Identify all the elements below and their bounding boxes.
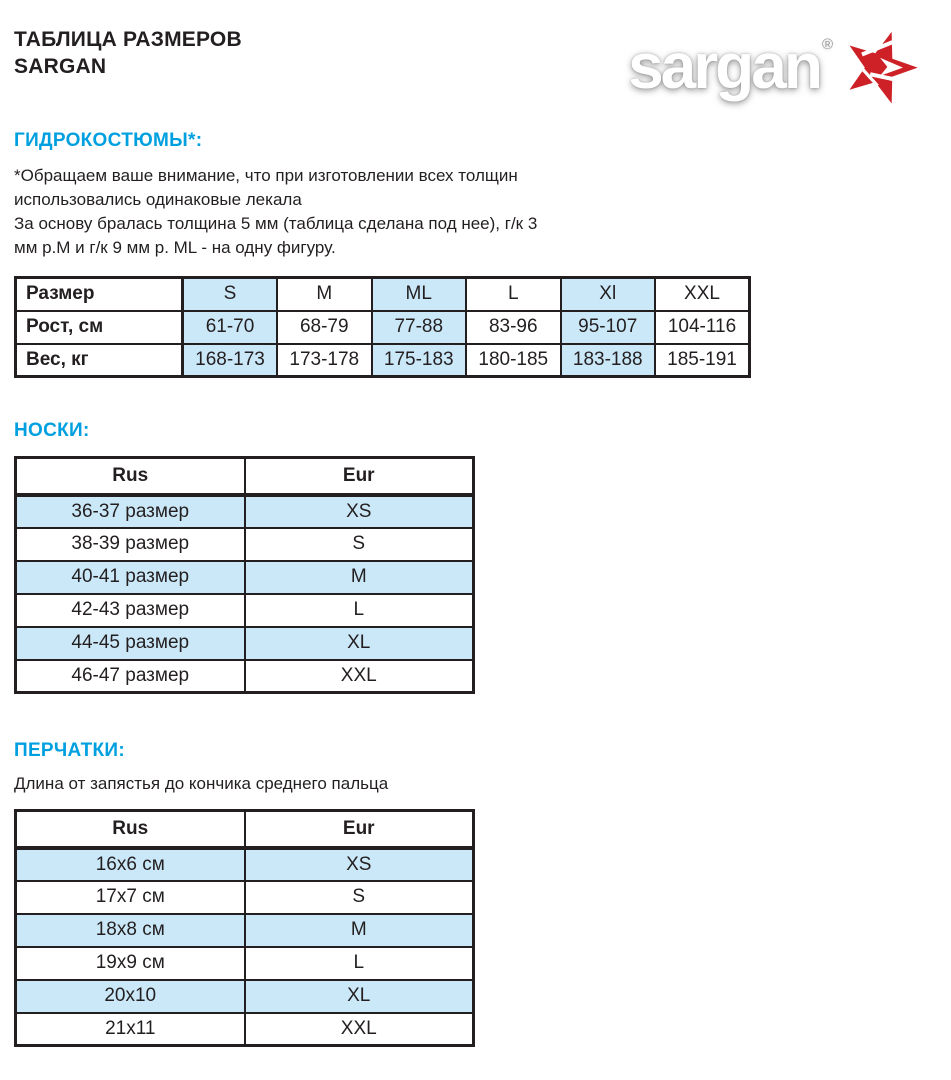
eur-size-cell: M <box>245 914 474 947</box>
wetsuits-note-line3: За основу бралась толщина 5 мм (таблица сделана под нее), г/к 3 <box>14 214 538 233</box>
eur-size-cell: XXL <box>245 1013 474 1046</box>
wetsuits-note-line1: *Обращаем ваше внимание, что при изготовлении всех толщин <box>14 166 518 185</box>
eur-size-cell: XS <box>245 495 474 528</box>
gloves-header-row <box>16 811 474 848</box>
socks-row <box>16 495 474 528</box>
column-header-rus: Rus <box>16 458 245 495</box>
socks-size-table <box>14 456 475 694</box>
height-value-cell: 68-79 <box>277 311 372 344</box>
gloves-row <box>16 1013 474 1046</box>
eur-size-cell: XS <box>245 848 474 881</box>
socks-row <box>16 660 474 693</box>
gloves-measure-note: Длина от запястья до кончика среднего пальца <box>14 774 389 793</box>
rus-size-cell: 18х8 см <box>16 914 245 947</box>
eur-size-cell: XL <box>245 627 474 660</box>
row-label: Рост, см <box>16 311 183 344</box>
height-value-cell: 61-70 <box>183 311 278 344</box>
wetsuits-corner-label: Размер <box>16 278 183 311</box>
weight-value-cell: 183-188 <box>561 344 656 377</box>
wetsuits-weight-row <box>16 344 750 377</box>
sargan-star-icon <box>839 20 921 112</box>
rus-size-cell: 17х7 см <box>16 881 245 914</box>
size-column-header: M <box>277 278 372 311</box>
size-column-header: ML <box>372 278 467 311</box>
wetsuits-note-line2: использовались одинаковые лекала <box>14 190 302 209</box>
wetsuits-header-row <box>16 278 750 311</box>
eur-size-cell: L <box>245 947 474 980</box>
rus-size-cell: 44-45 размер <box>16 627 245 660</box>
height-value-cell: 77-88 <box>372 311 467 344</box>
socks-row <box>16 561 474 594</box>
rus-size-cell: 42-43 размер <box>16 594 245 627</box>
socks-row <box>16 594 474 627</box>
gloves-row <box>16 914 474 947</box>
weight-value-cell: 168-173 <box>183 344 278 377</box>
size-column-header: XXL <box>655 278 750 311</box>
size-column-header: S <box>183 278 278 311</box>
page-title-line1: ТАБЛИЦА РАЗМЕРОВ <box>14 28 242 51</box>
size-column-header: Xl <box>561 278 656 311</box>
socks-row <box>16 528 474 561</box>
sargan-logo <box>628 18 921 114</box>
gloves-row <box>16 848 474 881</box>
weight-value-cell: 180-185 <box>466 344 561 377</box>
page-title-line2: SARGAN <box>14 55 107 78</box>
height-value-cell: 83-96 <box>466 311 561 344</box>
eur-size-cell: S <box>245 528 474 561</box>
eur-size-cell: XL <box>245 980 474 1013</box>
rus-size-cell: 19х9 см <box>16 947 245 980</box>
socks-header-row <box>16 458 474 495</box>
column-header-eur: Eur <box>245 458 474 495</box>
rus-size-cell: 20х10 <box>16 980 245 1013</box>
height-value-cell: 95-107 <box>561 311 656 344</box>
gloves-row <box>16 980 474 1013</box>
rus-size-cell: 36-37 размер <box>16 495 245 528</box>
sargan-wordmark: sargan <box>628 30 820 102</box>
column-header-rus: Rus <box>16 811 245 848</box>
gloves-row <box>16 881 474 914</box>
wetsuits-size-table <box>14 276 751 378</box>
rus-size-cell: 16х6 см <box>16 848 245 881</box>
section-heading-wetsuits: ГИДРОКОСТЮМЫ*: <box>14 130 203 151</box>
weight-value-cell: 173-178 <box>277 344 372 377</box>
column-header-eur: Eur <box>245 811 474 848</box>
wetsuits-height-row <box>16 311 750 344</box>
registered-trademark-icon: ® <box>821 36 833 53</box>
gloves-row <box>16 947 474 980</box>
socks-row <box>16 627 474 660</box>
height-value-cell: 104-116 <box>655 311 750 344</box>
eur-size-cell: XXL <box>245 660 474 693</box>
weight-value-cell: 185-191 <box>655 344 750 377</box>
rus-size-cell: 46-47 размер <box>16 660 245 693</box>
eur-size-cell: S <box>245 881 474 914</box>
rus-size-cell: 38-39 размер <box>16 528 245 561</box>
section-heading-socks: НОСКИ: <box>14 420 90 441</box>
weight-value-cell: 175-183 <box>372 344 467 377</box>
gloves-size-table <box>14 809 475 1047</box>
wetsuits-note <box>14 164 937 260</box>
size-column-header: L <box>466 278 561 311</box>
rus-size-cell: 21х11 <box>16 1013 245 1046</box>
wetsuits-note-line4: мм р.М и г/к 9 мм р. ML - на одну фигуру. <box>14 238 336 257</box>
row-label: Вес, кг <box>16 344 183 377</box>
section-heading-gloves: ПЕРЧАТКИ: <box>14 740 126 761</box>
rus-size-cell: 40-41 размер <box>16 561 245 594</box>
eur-size-cell: M <box>245 561 474 594</box>
eur-size-cell: L <box>245 594 474 627</box>
